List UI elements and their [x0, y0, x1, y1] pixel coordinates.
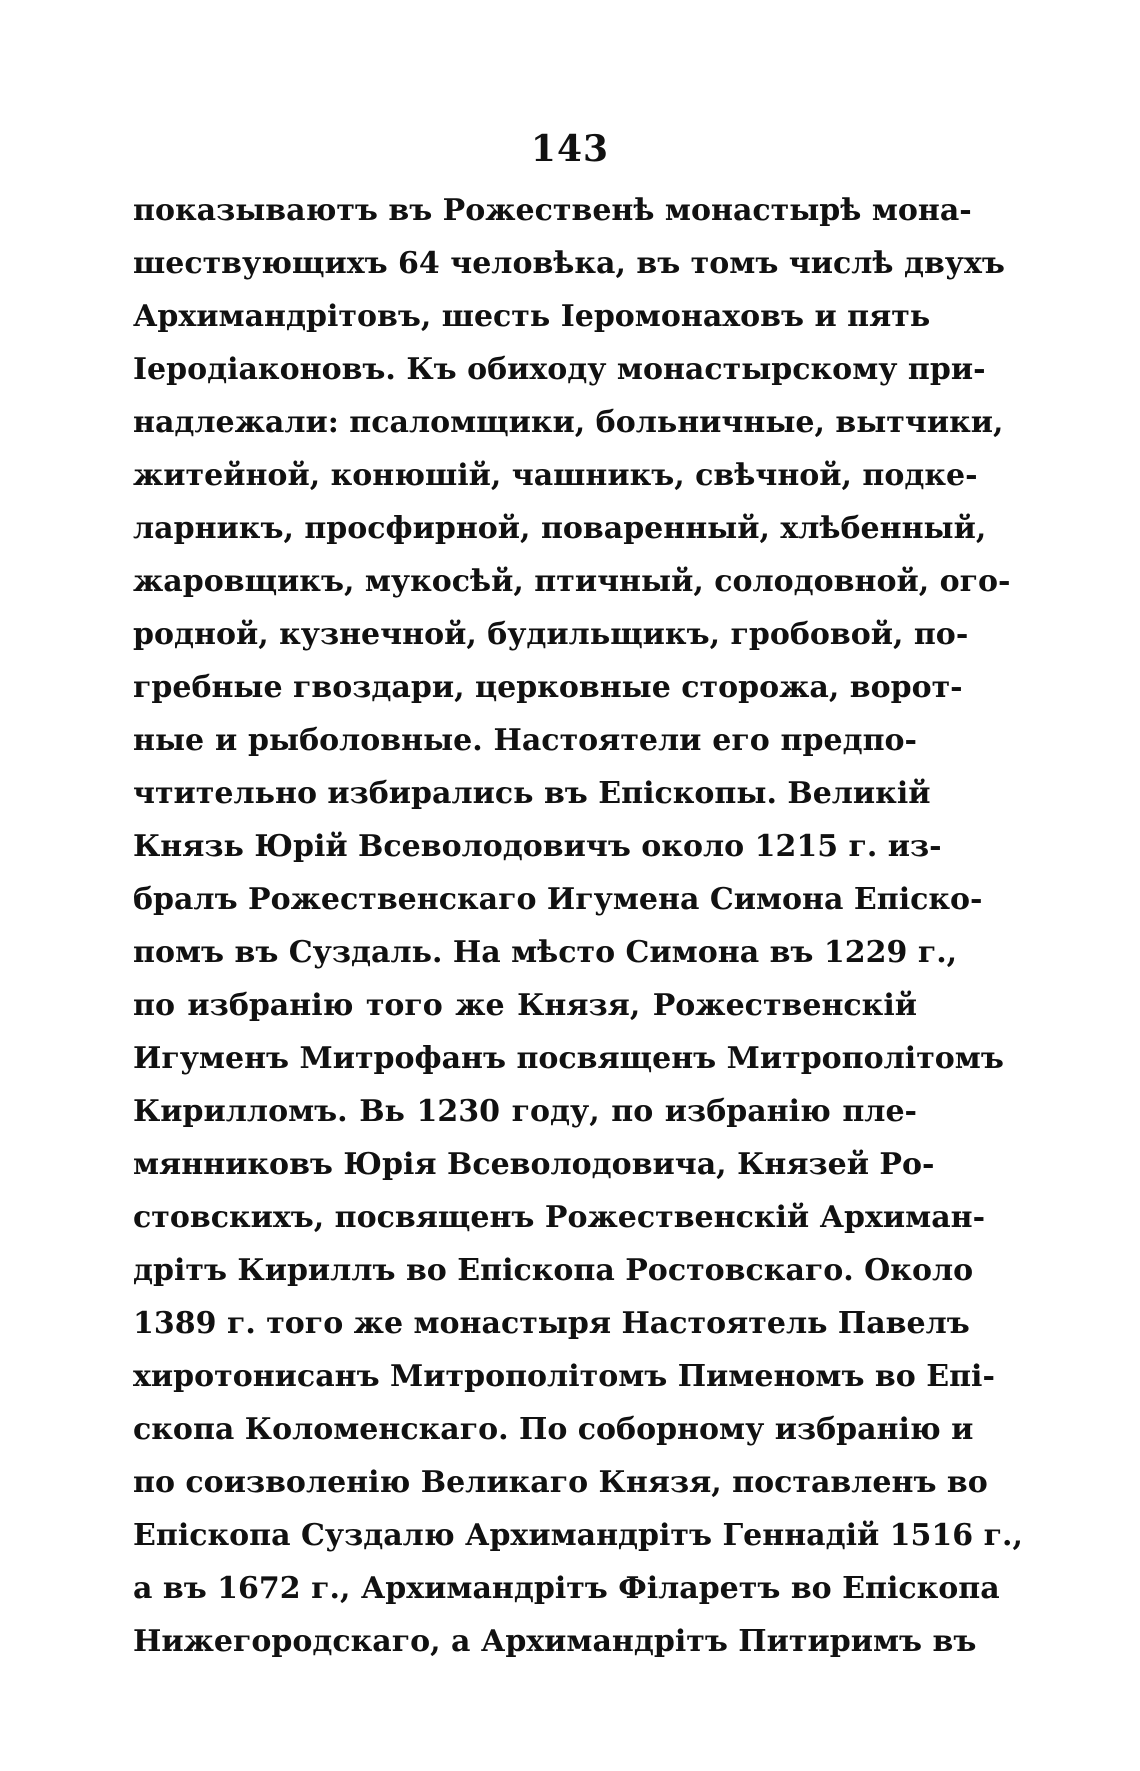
text-line: ларникъ, просфирной, поваренный, хлѣбенный,	[133, 511, 987, 546]
text-line: по избранію того же Князя, Рожественскій	[133, 988, 917, 1023]
text-line: хиротонисанъ Митрополітомъ Пименомъ во Епі-	[133, 1359, 995, 1394]
text-line: шествующихъ 64 человѣка, въ томъ числѣ двухъ	[133, 246, 1005, 281]
text-line: помъ въ Суздаль. На мѣсто Симона въ 1229 г.,	[133, 935, 958, 970]
text-line: а въ 1672 г., Архимандрітъ Філаретъ во Епіскопа	[133, 1571, 1000, 1606]
text-line: чтительно избирались въ Епіскопы. Великій	[133, 776, 931, 811]
text-line: жаровщикъ, мукосѣй, птичный, солодовной, ого-	[133, 564, 1011, 599]
text-line: по соизволенію Великаго Князя, поставленъ во	[133, 1465, 988, 1500]
page-number: 143	[530, 128, 610, 170]
text-line: Кирилломъ. Вь 1230 году, по избранію пле-	[133, 1094, 917, 1129]
text-line: стовскихъ, посвященъ Рожественскій Архиман-	[133, 1200, 986, 1235]
text-line: мянниковъ Юрія Всеволодовича, Князей Ро-	[133, 1147, 935, 1182]
text-line: гребные гвоздари, церковные сторожа, ворот-	[133, 670, 963, 705]
text-line: дрітъ Кириллъ во Епіскопа Ростовскаго. Около	[133, 1253, 974, 1288]
text-line: бралъ Рожественскаго Игумена Симона Епіско-	[133, 882, 983, 917]
text-line: скопа Коломенскаго. По соборному избранію и	[133, 1412, 974, 1447]
text-line: Іеродіаконовъ. Къ обиходу монастырскому при-	[133, 352, 986, 387]
text-line: Игуменъ Митрофанъ посвященъ Митрополітомъ	[133, 1041, 1004, 1076]
text-line: ные и рыболовные. Настоятели его предпо-	[133, 723, 917, 758]
text-line: показываютъ въ Рожественѣ монастырѣ мона-	[133, 193, 972, 228]
text-line: Епіскопа Суздалю Архимандрітъ Геннадій 1516 г.,	[133, 1518, 1023, 1553]
text-line: 1389 г. того же монастыря Настоятель Павелъ	[133, 1306, 970, 1341]
text-line: Архимандрітовъ, шесть Іеромонаховъ и пять	[133, 299, 931, 334]
text-line: Князь Юрій Всеволодовичъ около 1215 г. из-	[133, 829, 942, 864]
text-line: житейной, конюшій, чашникъ, свѣчной, подке-	[133, 458, 978, 493]
text-line: надлежали: псаломщики, больничные, вытчики,	[133, 405, 1004, 440]
body-text	[133, 184, 1023, 1668]
text-line: Нижегородскаго, а Архимандрітъ Питиримъ въ	[133, 1624, 977, 1659]
text-line: родной, кузнечной, будильщикъ, гробовой, по-	[133, 617, 969, 652]
